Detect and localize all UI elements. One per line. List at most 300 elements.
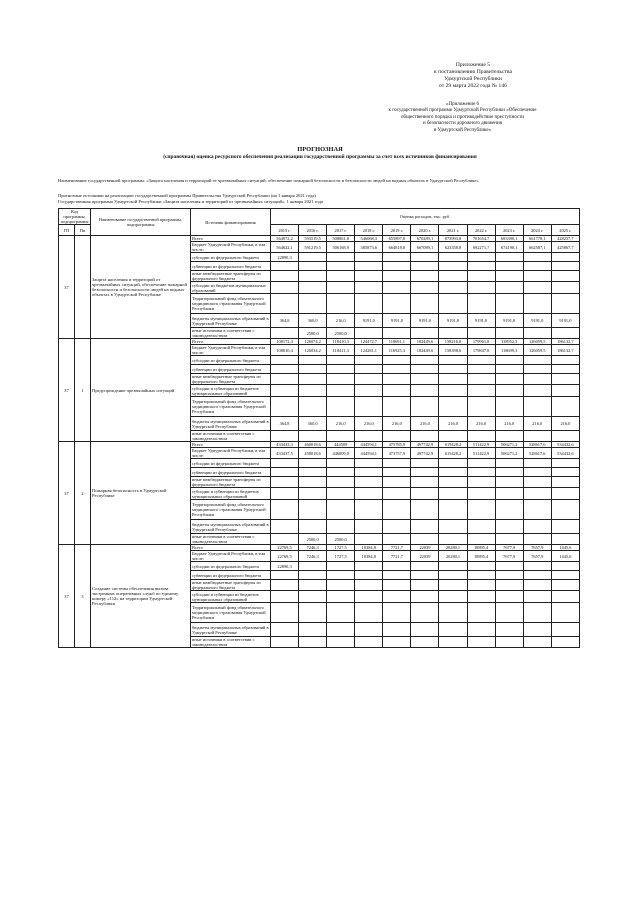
- cell-value: [523, 562, 551, 571]
- cell-value: 428257,7: [551, 236, 579, 242]
- cell-value: 2500,0: [327, 328, 355, 339]
- cell-value: [383, 562, 411, 571]
- cell-program-name: Создание системы обеспечения вызова экстренных оперативных служб по единому номеру «112» на территории Удмуртской Республики: [91, 545, 191, 648]
- cell-source: Территориальный фонд обязательного медицинского страхования Удмуртской Республики: [191, 397, 271, 417]
- cell-value: [523, 477, 551, 488]
- cell-value: 18895,4: [467, 551, 495, 562]
- cell-value: [271, 623, 299, 637]
- cell-value: [299, 468, 327, 477]
- cell-value: [439, 253, 467, 262]
- cell-value: [467, 356, 495, 365]
- cell-value: [299, 477, 327, 488]
- cell-value: 623358,8: [439, 242, 467, 253]
- resource-table: [58, 208, 580, 648]
- cell-value: [383, 591, 411, 603]
- cell-value: [355, 562, 383, 571]
- cell-value: [299, 374, 327, 385]
- cell-value: 108172,4: [271, 339, 299, 345]
- cell-source: субсидии и субвенции из бюджетов муниципальных образований: [191, 385, 271, 397]
- cell-source: субсидии и субвенции из бюджетов муниципальных образований: [191, 488, 271, 500]
- cell-value: [467, 477, 495, 488]
- cell-value: [523, 262, 551, 271]
- cell-value: [355, 468, 383, 477]
- cell-source: субвенции из федерального бюджета: [191, 468, 271, 477]
- cell-value: [495, 580, 523, 591]
- cell-value: [495, 623, 523, 637]
- cell-value: [355, 397, 383, 417]
- cell-source: субвенции из федерального бюджета: [191, 262, 271, 271]
- cell-value: [523, 591, 551, 603]
- cell-source: субсидии из федерального бюджета: [191, 459, 271, 468]
- cell-source: иные межбюджетные трансферты из федерального бюджета: [191, 477, 271, 488]
- cell-value: [355, 603, 383, 623]
- cell-value: 118952,3: [495, 339, 523, 345]
- cell-value: [383, 328, 411, 339]
- cell-value: 360,0: [299, 314, 327, 328]
- cell-value: [411, 356, 439, 365]
- cell-value: [495, 591, 523, 603]
- cell-value: [299, 580, 327, 591]
- cell-value: [467, 262, 495, 271]
- cell-value: [495, 365, 523, 374]
- cell-source: Бюджет Удмуртской Республики, в том числе:: [191, 448, 271, 459]
- appendix-line: Удмуртской Республики: [444, 76, 502, 82]
- cell-value: 9191,0: [411, 314, 439, 328]
- cell-value: [467, 431, 495, 442]
- cell-value: [299, 356, 327, 365]
- table-row: [59, 339, 580, 345]
- cell-source: иные источники в соответствии с законодательством: [191, 328, 271, 339]
- cell-value: [299, 623, 327, 637]
- header-pp: Пп: [75, 225, 91, 236]
- cell-value: [551, 431, 579, 442]
- header-year: 2022 г.: [467, 225, 495, 236]
- cell-value: [383, 534, 411, 545]
- cell-value: [383, 468, 411, 477]
- cell-value: [439, 468, 467, 477]
- cell-value: [411, 253, 439, 262]
- cell-source: Бюджет Удмуртской Республики, в том числе:: [191, 345, 271, 356]
- cell-value: 216,0: [327, 314, 355, 328]
- cell-value: 216,0: [495, 417, 523, 431]
- cell-value: [327, 571, 355, 580]
- cell-value: 661778,1: [523, 236, 551, 242]
- cell-value: [551, 459, 579, 468]
- cell-value: [467, 294, 495, 314]
- cell-value: [411, 271, 439, 282]
- cell-value: 433433,3: [271, 442, 299, 448]
- cell-value: [327, 580, 355, 591]
- cell-gp: 37: [59, 236, 75, 339]
- cell-value: [551, 262, 579, 271]
- cell-value: [383, 477, 411, 488]
- cell-value: [467, 562, 495, 571]
- header-name: Наименование государственной программы, подпрограммы: [91, 209, 191, 236]
- cell-value: 9191,0: [383, 314, 411, 328]
- cell-value: 497742,9: [411, 448, 439, 459]
- cell-value: 216,0: [383, 417, 411, 431]
- cell-source: субсидии из федерального бюджета: [191, 356, 271, 365]
- cell-value: 593519,5: [299, 236, 327, 242]
- cell-value: [439, 356, 467, 365]
- cell-value: [551, 488, 579, 500]
- cell-value: [411, 591, 439, 603]
- cell-gp: 37: [59, 545, 75, 648]
- appendix-line: Приложение 5: [455, 62, 491, 68]
- cell-source: Территориальный фонд обязательного медицинского страхования Удмуртской Республики: [191, 603, 271, 623]
- cell-source: бюджеты муниципальных образований в Удмуртской Республике: [192, 624, 269, 635]
- cell-value: [523, 385, 551, 397]
- cell-value: [467, 282, 495, 294]
- cell-value: [523, 468, 551, 477]
- cell-value: [495, 271, 523, 282]
- cell-value: [411, 488, 439, 500]
- cell-value: 179847,8: [467, 345, 495, 356]
- cell-value: [327, 562, 355, 571]
- cell-value: 186132,7: [551, 345, 579, 356]
- cell-value: 108810,4: [271, 345, 299, 356]
- cell-value: 179961,8: [467, 339, 495, 345]
- cell-value: [355, 262, 383, 271]
- header-year: 2018 г.: [355, 225, 383, 236]
- appendix6-line: общественного порядка и противодействие преступности: [401, 114, 524, 120]
- cell-value: 9191,0: [467, 314, 495, 328]
- cell-value: 9191,0: [439, 314, 467, 328]
- cell-value: [439, 500, 467, 520]
- cell-value: 124472,7: [355, 339, 383, 345]
- cell-value: 506271,2: [495, 448, 523, 459]
- cell-source: субсидии из федерального бюджета: [191, 562, 271, 571]
- cell-value: 528617,6: [523, 442, 551, 448]
- cell-value: [523, 637, 551, 648]
- cell-value: [383, 603, 411, 623]
- cell-value: [523, 520, 551, 534]
- cell-value: 546068,3: [355, 236, 383, 242]
- cell-value: [271, 637, 299, 648]
- cell-value: [551, 356, 579, 365]
- cell-value: [467, 459, 495, 468]
- cell-value: [495, 500, 523, 520]
- cell-value: 1445,6: [551, 551, 579, 562]
- cell-value: [523, 374, 551, 385]
- cell-value: 664818,8: [383, 242, 411, 253]
- cell-value: [439, 591, 467, 603]
- cell-value: 9191,0: [495, 314, 523, 328]
- cell-value: [271, 262, 299, 271]
- cell-value: [383, 431, 411, 442]
- cell-value: 7657,9: [523, 551, 551, 562]
- cell-value: 20280,1: [439, 545, 467, 551]
- cell-value: [299, 571, 327, 580]
- cell-source: иные источники в соответствии с законодательством: [191, 637, 271, 648]
- cell-source: бюджеты муниципальных образований в Удмуртской Республике: [192, 521, 269, 532]
- cell-value: [523, 571, 551, 580]
- cell-value: [271, 488, 299, 500]
- cell-value: 1445,6: [551, 545, 579, 551]
- cell-value: [299, 431, 327, 442]
- cell-value: [551, 477, 579, 488]
- cell-value: [439, 374, 467, 385]
- cell-value: [355, 253, 383, 262]
- cell-value: 216,0: [551, 417, 579, 431]
- cell-value: [467, 637, 495, 648]
- cell-value: [439, 534, 467, 545]
- cell-value: [523, 356, 551, 365]
- cell-value: 118410,3: [327, 339, 355, 345]
- cell-value: [439, 282, 467, 294]
- cell-source: субсидии из бюджетов муниципальных образований: [191, 282, 271, 294]
- cell-value: [271, 571, 299, 580]
- cell-value: 506168,9: [327, 242, 355, 253]
- cell-value: [327, 468, 355, 477]
- cell-value: 497742,9: [411, 442, 439, 448]
- cell-value: [383, 623, 411, 637]
- cell-source: Всего: [191, 236, 271, 242]
- header-year: 2015 г.: [271, 225, 299, 236]
- cell-value: [523, 271, 551, 282]
- cell-source: Бюджет Удмуртской Республики, в том числе:: [191, 242, 271, 253]
- cell-value: [495, 385, 523, 397]
- cell-value: [439, 562, 467, 571]
- cell-value: 7721,7: [383, 545, 411, 551]
- cell-value: 701654,7: [467, 236, 495, 242]
- cell-value: 186132,7: [551, 339, 579, 345]
- cell-value: 444594,1: [355, 448, 383, 459]
- cell-value: [523, 431, 551, 442]
- cell-value: 22039: [411, 545, 439, 551]
- cell-value: [383, 571, 411, 580]
- cell-value: [523, 623, 551, 637]
- cell-value: [383, 271, 411, 282]
- cell-value: 591219,5: [299, 242, 327, 253]
- cell-value: [327, 520, 355, 534]
- cell-value: [523, 365, 551, 374]
- cell-value: [551, 637, 579, 648]
- cell-gp: 37: [59, 339, 75, 442]
- cell-value: [495, 520, 523, 534]
- cell-value: [299, 591, 327, 603]
- cell-value: [439, 459, 467, 468]
- cell-value: 444509: [327, 442, 355, 448]
- cell-value: [495, 282, 523, 294]
- cell-value: 528617,6: [523, 448, 551, 459]
- cell-value: [495, 459, 523, 468]
- cell-value: [523, 294, 551, 314]
- cell-value: [383, 637, 411, 648]
- appendix-header: [398, 62, 548, 90]
- cell-value: [495, 468, 523, 477]
- cell-value: [299, 488, 327, 500]
- cell-value: [495, 477, 523, 488]
- cell-value: 216,0: [467, 417, 495, 431]
- cell-value: 216,0: [411, 417, 439, 431]
- cell-value: [327, 623, 355, 637]
- cell-value: [439, 477, 467, 488]
- cell-value: 158398,6: [439, 345, 467, 356]
- cell-value: 126074,2: [299, 339, 327, 345]
- cell-value: [355, 500, 383, 520]
- cell-value: [551, 294, 579, 314]
- cell-value: [411, 623, 439, 637]
- cell-value: [355, 385, 383, 397]
- cell-value: 385873,6: [355, 242, 383, 253]
- cell-value: [355, 365, 383, 374]
- cell-value: 216,0: [355, 417, 383, 431]
- cell-value: [495, 562, 523, 571]
- cell-value: [355, 431, 383, 442]
- cell-value: 18895,4: [467, 545, 495, 551]
- cell-value: [383, 374, 411, 385]
- cell-value: [439, 488, 467, 500]
- cell-value: [551, 534, 579, 545]
- cell-source: иные источники в соответствии с законодательством: [191, 431, 271, 442]
- cell-value: 873993,8: [439, 236, 467, 242]
- cell-value: [495, 374, 523, 385]
- cell-value: 118411,3: [327, 345, 355, 356]
- cell-source: Всего: [191, 442, 271, 448]
- cell-value: 364,8: [271, 417, 299, 431]
- cell-value: [523, 328, 551, 339]
- cell-value: [467, 571, 495, 580]
- cell-value: [523, 488, 551, 500]
- cell-value: [439, 580, 467, 591]
- cell-value: [523, 580, 551, 591]
- cell-value: [355, 637, 383, 648]
- cell-value: 182449,6: [411, 339, 439, 345]
- cell-value: 433437,5: [271, 448, 299, 459]
- cell-value: [439, 294, 467, 314]
- cell-value: 1727,5: [327, 551, 355, 562]
- cell-value: [523, 603, 551, 623]
- cell-value: 683390,1: [495, 236, 523, 242]
- cell-value: [439, 623, 467, 637]
- cell-value: 2500,0: [327, 534, 355, 545]
- cell-value: [355, 488, 383, 500]
- cell-value: 9191,0: [523, 314, 551, 328]
- cell-value: 126034,2: [299, 345, 327, 356]
- cell-value: [551, 282, 579, 294]
- cell-value: [355, 356, 383, 365]
- cell-value: 10384,8: [355, 551, 383, 562]
- cell-source: Территориальный фонд обязательного медицинского страхования Удмуртской Республики: [191, 500, 271, 520]
- cell-value: [299, 459, 327, 468]
- cell-value: [299, 397, 327, 417]
- cell-value: [495, 262, 523, 271]
- cell-value: 615428,2: [439, 442, 467, 448]
- cell-source: бюджеты муниципальных образований в Удмуртской Республике: [192, 315, 269, 326]
- cell-value: [523, 397, 551, 417]
- appendix6-line: «Приложение 6: [445, 102, 480, 107]
- cell-value: 692271,7: [467, 242, 495, 253]
- cell-value: [411, 477, 439, 488]
- cell-value: [467, 591, 495, 603]
- cell-value: [299, 603, 327, 623]
- cell-value: 662587,1: [523, 242, 551, 253]
- cell-value: [299, 562, 327, 571]
- cell-value: [355, 534, 383, 545]
- cell-value: [523, 253, 551, 262]
- cell-gp: 37: [59, 442, 75, 545]
- cell-value: 1727,5: [327, 545, 355, 551]
- cell-value: [467, 385, 495, 397]
- cell-value: [551, 385, 579, 397]
- cell-value: [551, 397, 579, 417]
- cell-value: [439, 520, 467, 534]
- cell-value: [439, 262, 467, 271]
- cell-value: [495, 294, 523, 314]
- header-gp: ГП: [59, 225, 75, 236]
- cell-value: [299, 271, 327, 282]
- cell-value: 7246,3: [299, 551, 327, 562]
- cell-value: 7246,3: [299, 545, 327, 551]
- cell-value: 473757,9: [383, 448, 411, 459]
- cell-value: [383, 356, 411, 365]
- cell-value: [439, 431, 467, 442]
- cell-value: [411, 294, 439, 314]
- cell-value: [355, 294, 383, 314]
- cell-value: [271, 365, 299, 374]
- cell-value: [383, 520, 411, 534]
- cell-value: 475785,9: [383, 442, 411, 448]
- header-year: 2020 г.: [411, 225, 439, 236]
- cell-value: [327, 253, 355, 262]
- cell-value: [467, 271, 495, 282]
- cell-value: [411, 580, 439, 591]
- cell-value: [355, 374, 383, 385]
- cell-value: [439, 365, 467, 374]
- cell-value: [327, 356, 355, 365]
- cell-value: 444594,1: [355, 442, 383, 448]
- appendix6-line: к государственной программе Удмуртской Республики «Обеспечение: [388, 108, 537, 114]
- cell-value: [551, 328, 579, 339]
- document-subtitle: (справочная) оценка ресурсного обеспечения реализации государственной программы за счет всех источников финансирования: [163, 154, 477, 160]
- cell-value: [327, 637, 355, 648]
- cell-value: [383, 580, 411, 591]
- cell-value: [299, 500, 327, 520]
- cell-value: [467, 534, 495, 545]
- cell-value: [551, 253, 579, 262]
- cell-source: Всего: [191, 545, 271, 551]
- cell-source: иные межбюджетные трансферты из федерального бюджета: [191, 374, 271, 385]
- cell-value: 511422,9: [467, 442, 495, 448]
- cell-value: 674190,1: [495, 242, 523, 253]
- cell-value: [271, 520, 299, 534]
- cell-value: [467, 253, 495, 262]
- cell-value: 116925,3: [383, 345, 411, 356]
- cell-value: [495, 603, 523, 623]
- document-title: ПРОГНОЗНАЯ: [297, 146, 343, 153]
- cell-program-name: Пожарная безопасность в Удмуртской Республике: [91, 442, 191, 545]
- cell-value: [355, 282, 383, 294]
- cell-value: [411, 374, 439, 385]
- header-source: Источник финансирования: [191, 209, 271, 236]
- header-estimate: Оценка расходов, тыс. руб.: [271, 209, 580, 225]
- cell-value: [495, 253, 523, 262]
- cell-value: [271, 603, 299, 623]
- cell-source: субсидии и субвенции из бюджетов муниципальных образований: [191, 591, 271, 603]
- cell-value: [439, 603, 467, 623]
- cell-value: [271, 468, 299, 477]
- cell-value: [411, 431, 439, 442]
- cell-value: [551, 374, 579, 385]
- cell-source: субвенции из федерального бюджета: [191, 571, 271, 580]
- cell-value: 7657,9: [523, 545, 551, 551]
- cell-value: 446009,0: [327, 448, 355, 459]
- cell-value: [327, 282, 355, 294]
- cell-value: [299, 253, 327, 262]
- cell-value: [411, 637, 439, 648]
- cell-value: [355, 477, 383, 488]
